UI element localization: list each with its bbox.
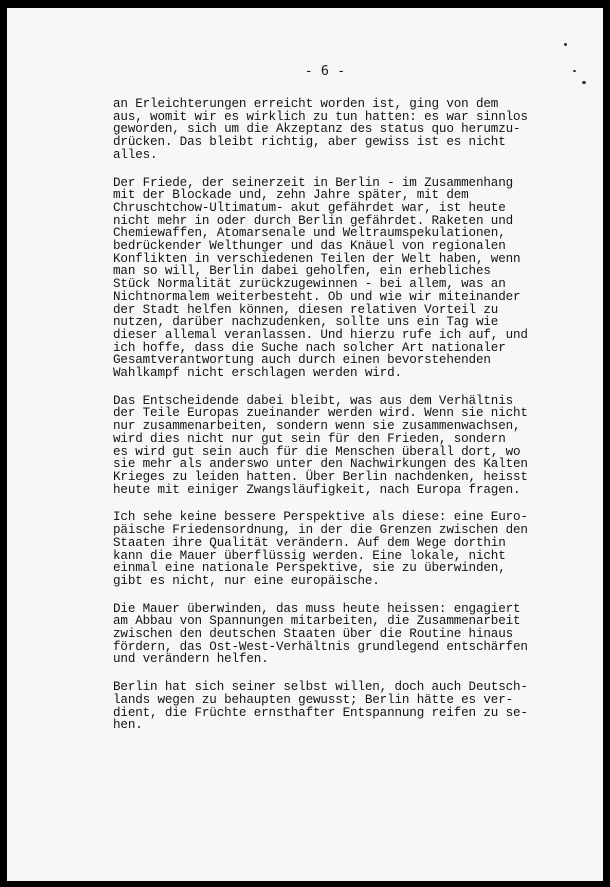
text-line: lands wegen zu behaupten gewusst; Berlin hätte es ver- (113, 692, 514, 707)
text-line: Chruschtchow-Ultimatum- akut gefährdet war, ist heute (113, 200, 506, 215)
scan-speck (582, 81, 586, 84)
text-line: wird dies nicht nur gut sein für den Frieden, sondern (113, 431, 506, 446)
text-line: alles. (113, 147, 158, 162)
text-line: zwischen den deutschen Staaten über die Routine hinaus (113, 627, 514, 642)
text-line: Chemiewaffen, Atomarsenale und Weltraumspekulationen, (113, 226, 506, 241)
text-line: Konflikten in verschiedenen Teilen der Welt haben, wenn (113, 251, 521, 266)
text-line: Berlin hat sich seiner selbst willen, doch auch Deutsch- (113, 680, 528, 695)
paragraph (113, 511, 553, 587)
text-line: Die Mauer überwinden, das muss heute heissen: engagiert (113, 601, 521, 616)
text-line: mit der Blockade und, zehn Jahre später, mit dem (113, 188, 469, 203)
text-line: dient, die Früchte ernsthafter Entspannung reifen zu se- (113, 705, 528, 720)
paragraph (113, 395, 553, 497)
text-line: sie mehr als anderswo unter den Nachwirkungen des Kalten (113, 457, 528, 472)
text-line: geworden, sich um die Akzeptanz des status quo herumzu- (113, 122, 521, 137)
text-line: heute mit einiger Zwangsläufigkeit, nach Europa fragen. (113, 482, 521, 497)
scan-speck (564, 43, 567, 46)
text-line: Wahlkampf nicht erschlagen werden wird. (113, 366, 402, 381)
text-line: ich hoffe, dass die Suche nach solcher Art nationaler (113, 340, 506, 355)
text-line: einmal eine nationale Perspektive, sie zu überwinden, (113, 561, 506, 576)
text-line: der Stadt helfen können, diesen relativen Vorteil zu (113, 302, 499, 317)
text-line: Staaten ihre Qualität verändern. Auf dem Wege dorthin (113, 535, 506, 550)
paragraph (113, 98, 553, 162)
paragraph (113, 177, 553, 380)
text-line: kann die Mauer überflüssig werden. Eine lokale, nicht (113, 548, 506, 563)
text-line: gibt es nicht, nur eine europäische. (113, 573, 380, 588)
text-line: an Erleichterungen erreicht worden ist, ging von dem (113, 97, 499, 111)
text-line: nur zusammenarbeiten, sondern wenn sie zusammenwachsen, (113, 419, 521, 434)
text-line: man so will, Berlin dabei geholfen, ein erhebliches (113, 264, 491, 279)
text-line: nutzen, darüber nachzudenken, sollte uns ein Tag wie (113, 315, 499, 330)
text-line: Krieges zu leiden hatten. Über Berlin nachdenken, heisst (113, 469, 528, 484)
text-line: Der Friede, der seinerzeit in Berlin - im Zusammenhang (113, 175, 514, 190)
text-line: Nichtnormalem weiterbesteht. Ob und wie wir miteinander (113, 289, 521, 304)
text-line: dieser allemal veranlassen. Und hierzu rufe ich auf, und (113, 327, 528, 342)
text-line: nicht mehr in oder durch Berlin gefährdet. Raketen und (113, 213, 514, 228)
text-line: am Abbau von Spannungen mitarbeiten, die Zusammenarbeit (113, 614, 521, 629)
page-number: - 6 - (304, 63, 346, 79)
text-line: fördern, das Ost-West-Verhältnis grundlegend entschärfen (113, 639, 528, 654)
text-line: Ich sehe keine bessere Perspektive als diese: eine Euro- (113, 510, 528, 525)
text-line: Stück Normalität zurückzugewinnen - bei allem, was an (113, 277, 506, 292)
text-line: päische Friedensordnung, in der die Grenzen zwischen den (113, 523, 528, 538)
text-line: es wird gut sein auch für die Menschen überall dort, wo (113, 444, 521, 459)
text-line: der Teile Europas zueinander werden wird. Wenn sie nicht (113, 406, 528, 421)
text-line: hen. (113, 718, 143, 733)
text-line: Gesamtverantwortung auch durch einen bevorstehenden (113, 353, 491, 368)
text-line: Das Entscheidende dabei bleibt, was aus dem Verhältnis (113, 393, 514, 408)
document-body (113, 98, 553, 747)
text-line: aus, womit wir es wirklich zu tun hatten: es war sinnlos (113, 109, 528, 124)
scan-speck (573, 70, 576, 72)
text-line: drücken. Das bleibt richtig, aber gewiss ist es nicht (113, 135, 506, 150)
paragraph (113, 681, 553, 732)
document-page (7, 8, 603, 881)
text-line: bedrückender Welthunger und das Knäuel von regionalen (113, 239, 506, 254)
paragraph (113, 603, 553, 667)
text-line: und verändern helfen. (113, 652, 269, 667)
